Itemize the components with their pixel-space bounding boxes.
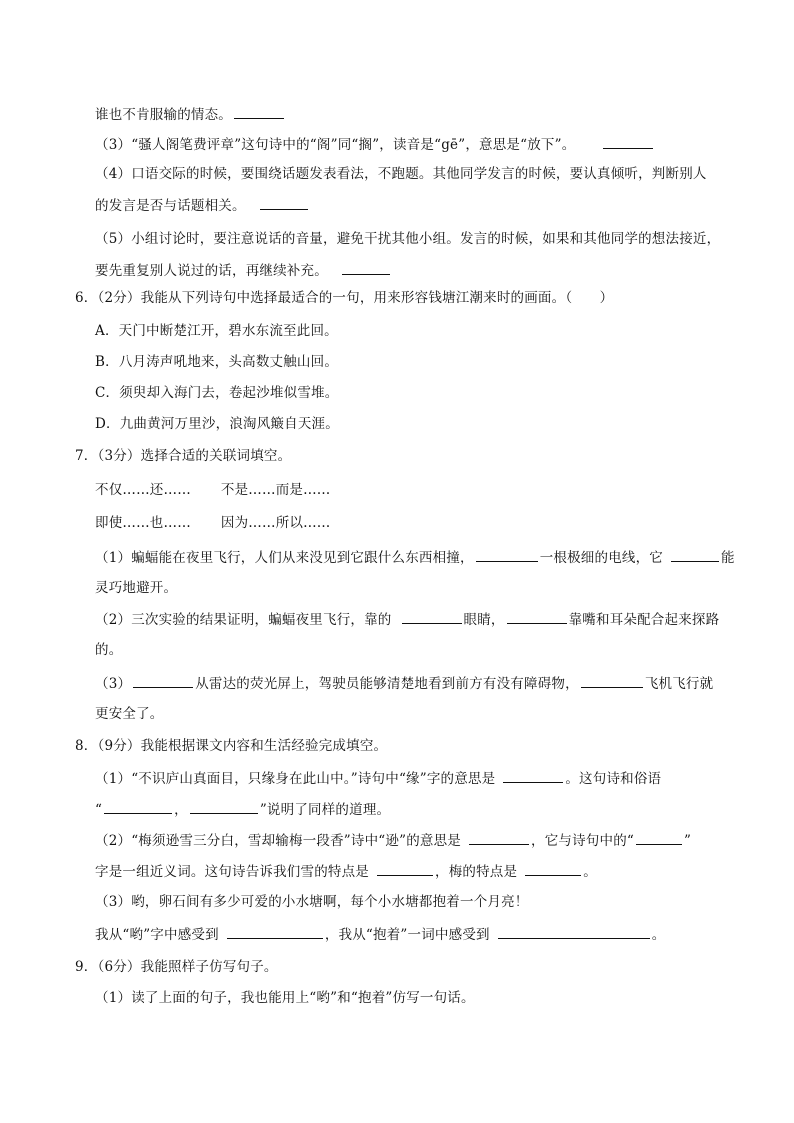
answer-blank[interactable] [133, 673, 193, 688]
conjunction-word: 因为……所以…… [220, 515, 331, 531]
answer-blank[interactable] [260, 195, 308, 210]
q8-stem: 8．（9分）我能根据课文内容和生活经验完成填空。 [75, 738, 388, 754]
q6-option-c[interactable]: C．须臾却入海门去，卷起沙堆似雪堆。 [95, 385, 339, 401]
answer-blank[interactable] [671, 547, 719, 562]
q5-item-5-line-1: （5）小组讨论时，要注意说话的音量，避免干扰其他小组。发言的时候，如果和其他同学的想法接近， [95, 231, 721, 247]
q5-item-3: （3）“骚人阁笔费评章”这句诗中的“阁”同“搁”，读音是“gē”，意思是“放下”。 [95, 134, 655, 155]
q7-item-2-line-2: 的。 [95, 642, 123, 658]
q8-item-3-line-1: （3）哟，卵石间有多少可爱的小水塘啊，每个小水塘都抱着一个月亮！ [95, 894, 529, 910]
answer-blank[interactable] [476, 547, 538, 562]
q6-stem: 6．（2分）我能从下列诗句中选择最适合的一句，用来形容钱塘江潮来时的画面。（ ） [75, 290, 614, 306]
conjunction-word: 不仅……还…… [95, 482, 191, 498]
q6-option-a[interactable]: A．天门中断楚江开，碧水东流至此回。 [95, 323, 338, 339]
answer-blank[interactable] [190, 799, 258, 814]
answer-blank[interactable] [227, 924, 323, 939]
answer-blank[interactable] [581, 673, 643, 688]
answer-blank[interactable] [525, 861, 581, 876]
q7-word-bank-row-2 [95, 513, 331, 533]
q9-stem: 9．（6分）我能照样子仿写句子。 [75, 959, 278, 975]
q8-item-2-line-1: （2）“梅须逊雪三分白，雪却输梅一段香”诗中“逊”的意思是 ，它与诗句中的“ ” [95, 830, 691, 851]
q7-word-bank-row-1 [95, 480, 331, 500]
answer-blank[interactable] [636, 830, 682, 845]
q7-item-3-line-2: 更安全了。 [95, 706, 164, 722]
q7-stem: 7．（3分）选择合适的关联词填空。 [75, 448, 292, 464]
q8-item-1-line-2: “ ， ”说明了同样的道理。 [95, 799, 390, 820]
q8-item-2-line-2: 字是一组近义词。这句诗告诉我们雪的特点是 ，梅的特点是 。 [95, 861, 597, 882]
answer-blank[interactable] [507, 609, 567, 624]
q5-continuation: 谁也不肯服输的情态。 [95, 104, 286, 125]
answer-blank[interactable] [377, 861, 433, 876]
q7-item-3-line-1: （3） 从雷达的荧光屏上，驾驶员能够清楚地看到前方有没有障碍物， 飞机飞行就 [95, 673, 713, 694]
answer-blank[interactable] [104, 799, 172, 814]
answer-blank[interactable] [503, 768, 563, 783]
q6-option-d[interactable]: D．九曲黄河万里沙，浪淘风簸自天涯。 [95, 416, 339, 432]
q8-item-1-line-1: （1）“不识庐山真面目，只缘身在此山中。”诗句中“缘”字的意思是 。这句诗和俗语 [95, 768, 661, 789]
q7-item-1-line-1: （1）蝙蝠能在夜里飞行，人们从来没见到它跟什么东西相撞， 一根极细的电线，它 能 [95, 547, 735, 568]
answer-blank[interactable] [234, 104, 284, 119]
q7-item-1-line-2: 灵巧地避开。 [95, 580, 178, 596]
q9-item-1: （1）读了上面的句子，我也能用上“哟”和“抱着”仿写一句话。 [95, 990, 475, 1006]
answer-blank[interactable] [469, 830, 529, 845]
q8-item-3-line-2: 我从“哟”字中感受到 ，我从“抱着”一词中感受到 。 [95, 924, 665, 945]
q5-item-5-line-2: 要先重复别人说过的话，再继续补充。 [95, 260, 392, 281]
q7-item-2-line-1: （2）三次实验的结果证明，蝙蝠夜里飞行，靠的 眼睛， 靠嘴和耳朵配合起来探路 [95, 609, 719, 630]
answer-blank[interactable] [402, 609, 462, 624]
answer-blank[interactable] [603, 134, 653, 149]
q6-option-b[interactable]: B．八月涛声吼地来，头高数丈触山回。 [95, 354, 339, 370]
answer-blank[interactable] [342, 260, 390, 275]
answer-blank[interactable] [498, 924, 650, 939]
conjunction-word: 不是……而是…… [220, 482, 331, 498]
conjunction-word: 即使……也…… [95, 515, 191, 531]
q5-item-4-line-2: 的发言是否与话题相关。 [95, 195, 310, 216]
q5-item-4-line-1: （4）口语交际的时候，要围绕话题发表看法，不跑题。其他同学发言的时候，要认真倾听，判断别人 [95, 166, 707, 182]
